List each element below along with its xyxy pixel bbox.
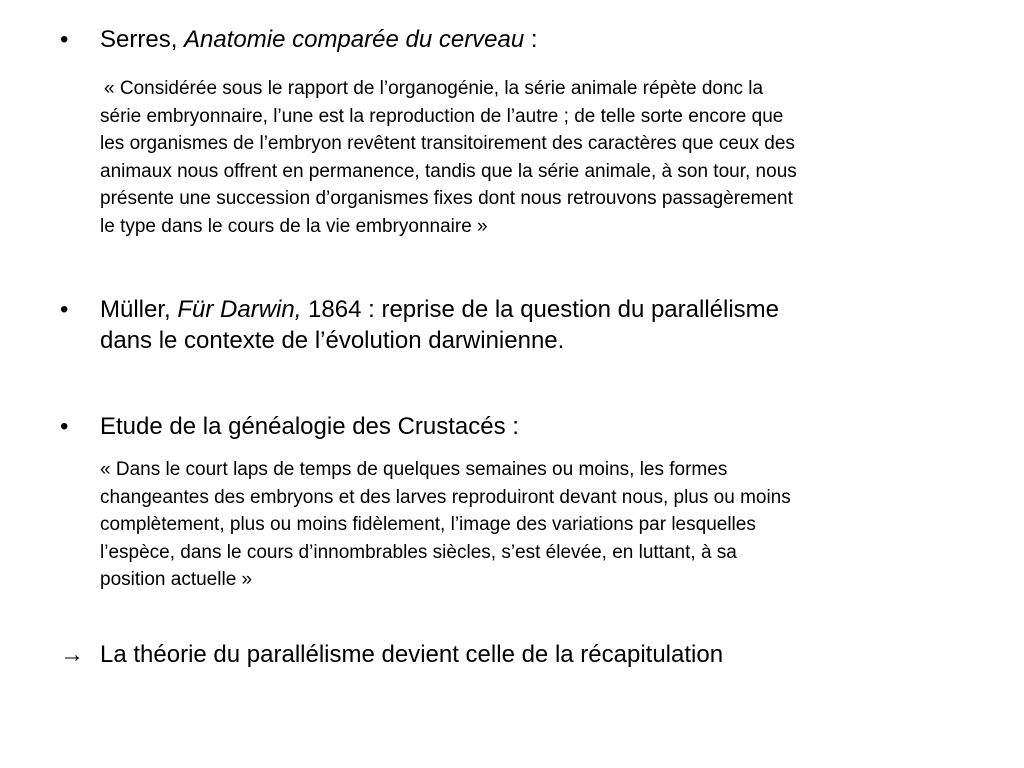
bullet-dot: • [60,26,69,53]
serres-title: Anatomie comparée du cerveau [184,26,525,53]
quote-serres [100,75,797,240]
bullet-dot: • [60,296,69,323]
serres-author: Serres, [100,26,185,53]
quote-crustaces [100,456,791,594]
conclusion-text: La théorie du parallélisme devient celle de la récapitulation [100,641,724,668]
muller-title: Für Darwin, [177,296,302,323]
quote-serres-line: série embryonnaire, l’une est la reproduction de l’autre ; de telle sorte encore que [100,105,784,127]
quote-serres-line: présente une succession d’organismes fixes dont nous retrouvons passagèrement [100,188,793,209]
quote-serres-line: le type dans le cours de la vie embryonnaire » [100,215,488,237]
bullet-serres-text [100,24,538,55]
conclusion [60,639,723,670]
bullet-dot: • [60,413,69,440]
quote-crustaces-line: l’espèce, dans le cours d’innombrables siècles, s’est élevée, en luttant, à sa [100,541,737,563]
quote-serres-line: « Considérée sous le rapport de l’organogénie, la série animale répète donc la [104,78,764,99]
quote-crustaces-line: changeantes des embryons et des larves reproduiront devant nous, plus ou moins [100,486,791,508]
quote-crustaces-line: position actuelle » [100,569,253,590]
quote-serres-line: animaux nous offrent en permanence, tandis que la série animale, à son tour, nous [100,160,797,182]
muller-line-1 [100,294,779,325]
quote-crustaces-line: « Dans le court laps de temps de quelques semaines ou moins, les formes [100,459,728,480]
arrow-right-icon: → [60,641,84,668]
bullet-crustaces-text: Etude de la généalogie des Crustacés : [100,413,519,440]
quote-serres-line: les organismes de l’embryon revêtent transitoirement des caractères que ceux des [100,133,795,154]
muller-line-2: dans le contexte de l’évolution darwinienne. [100,327,565,354]
serres-suffix: : [524,26,538,53]
muller-rest: 1864 : reprise de la question du parallélisme [301,296,780,323]
muller-author: Müller, [100,296,178,323]
quote-crustaces-line: complètement, plus ou moins fidèlement, l’image des variations par lesquelles [100,514,756,535]
bullet-muller-text [100,294,779,356]
